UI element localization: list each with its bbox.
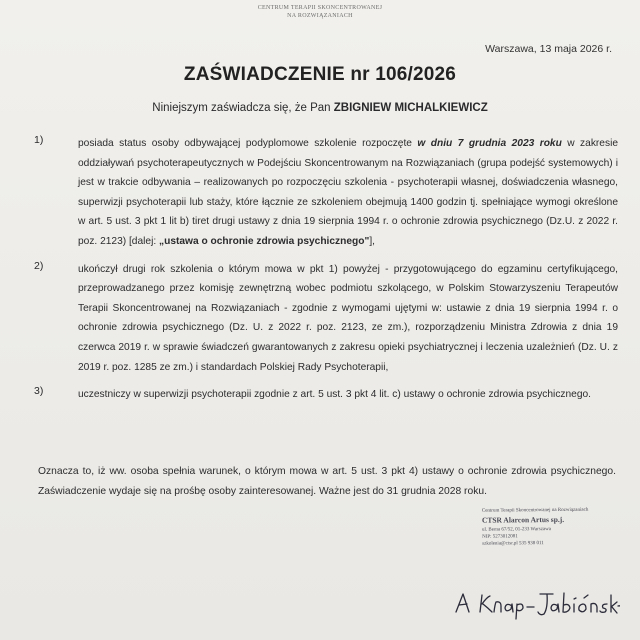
item-number: 1) bbox=[34, 134, 44, 146]
list-item bbox=[34, 260, 618, 378]
item-text bbox=[78, 134, 618, 252]
org-name-line2: NA ROZWIĄZANIACH bbox=[287, 13, 353, 19]
handwritten-signature bbox=[450, 582, 620, 622]
list-item bbox=[34, 385, 618, 405]
stamp-address: ul. Bema 67/52, 01-233 Warszawa bbox=[482, 527, 551, 533]
item-text-part: w zakresie oddziaływań psychoterapeutycznych w Podejściu Skoncentrowanym na Rozwiązaniach (grupa podejść systemowych) i jest w trakcie odbywania – realizowanych po rozpoczęciu szkolenia - psychoterapii własnej, doświadczenia własnego, superwizji psychoterapii lub staży, które łącznie ze szkoleniem obejmują 1400 godzin tj. spełniające wymogi określone w art. 5 ust. 3 pkt 1 lit b) tiret drugi ustawy z dnia 19 sierpnia 1994 r. o ochronie zdrowia psychicznego (Dz.U. z 2022 r. poz. 2123) [dalej: bbox=[78, 138, 618, 247]
organization-header bbox=[0, 4, 640, 20]
stamp-contact: szkolenia@ctsr.pl 535 938 011 bbox=[482, 541, 544, 547]
place-date: Warszawa, 13 maja 2026 r. bbox=[485, 43, 612, 55]
stamp-line: Centrum Terapii Skoncentrowanej na Rozwiązaniach bbox=[481, 507, 589, 514]
intro-line bbox=[0, 102, 640, 114]
intro-prefix: Niniejszym zaświadcza się, że Pan bbox=[152, 102, 334, 114]
item-text-part: ], bbox=[369, 235, 375, 247]
org-name-line1: CENTRUM TERAPII SKONCENTROWANEJ bbox=[257, 5, 383, 11]
training-start-date: w dniu 7 grudnia 2023 roku bbox=[417, 138, 562, 149]
law-short-name: „ustawa o ochronie zdrowia psychicznego" bbox=[159, 235, 370, 247]
company-stamp bbox=[482, 507, 632, 546]
item-text-part: posiada status osoby odbywającej podyplomowe szkolenie rozpoczęte bbox=[78, 138, 418, 149]
conditions-list bbox=[34, 134, 618, 413]
summary-paragraph: Oznacza to, iż ww. osoba spełnia warunek, o którym mowa w art. 5 ust. 3 pkt 4) ustawy o ochronie zdrowia psychicznego. Zaświadczenie wydaje się na prośbę osoby zainteresowanej. Ważne jest do 31 grudnia 2028 roku. bbox=[38, 466, 616, 497]
stamp-company-name: CTSR Alarcon Artus sp.j. bbox=[481, 514, 565, 525]
stamp-nip: NIP: 5273012081 bbox=[482, 534, 518, 540]
item-text: uczestniczy w superwizji psychoterapii zgodnie z art. 5 ust. 3 pkt 4 lit. c) ustawy o ochronie zdrowia psychicznego. bbox=[78, 389, 592, 401]
list-item bbox=[34, 134, 618, 252]
item-number: 3) bbox=[34, 385, 44, 398]
document-title: ZAŚWIADCZENIE nr 106/2026 bbox=[183, 64, 457, 85]
item-number: 2) bbox=[34, 259, 44, 272]
person-name: ZBIGNIEW MICHALKIEWICZ bbox=[333, 102, 488, 114]
item-text: ukończył drugi rok szkolenia o którym mowa w pkt 1) powyżej - przygotowującego do egzaminu certyfikującego, przeprowadzanego przez komisję zewnętrzną wobec podmiotu szkolącego, w Polskim Stowarzyszeniu Terapeutów Terapii Skoncentrowanej na Rozwiązaniach - zgodnie z wymogami ujętymi w: ustawie z dnia 19 sierpnia 1994 r. o ochronie zdrowia psychicznego (Dz. U. z 2022 r. poz. 2123, ze zm.), rozporządzeniu Ministra Zdrowia z dnia 19 czerwca 2019 r. w sprawie świadczeń gwarantowanych z zakresu opieki psychiatrycznej i leczenia uzależnień (Dz. U. z 2019 r. poz. 1285 ze zm.) i standardach Polskiej Rady Psychoterapii, bbox=[78, 263, 618, 373]
